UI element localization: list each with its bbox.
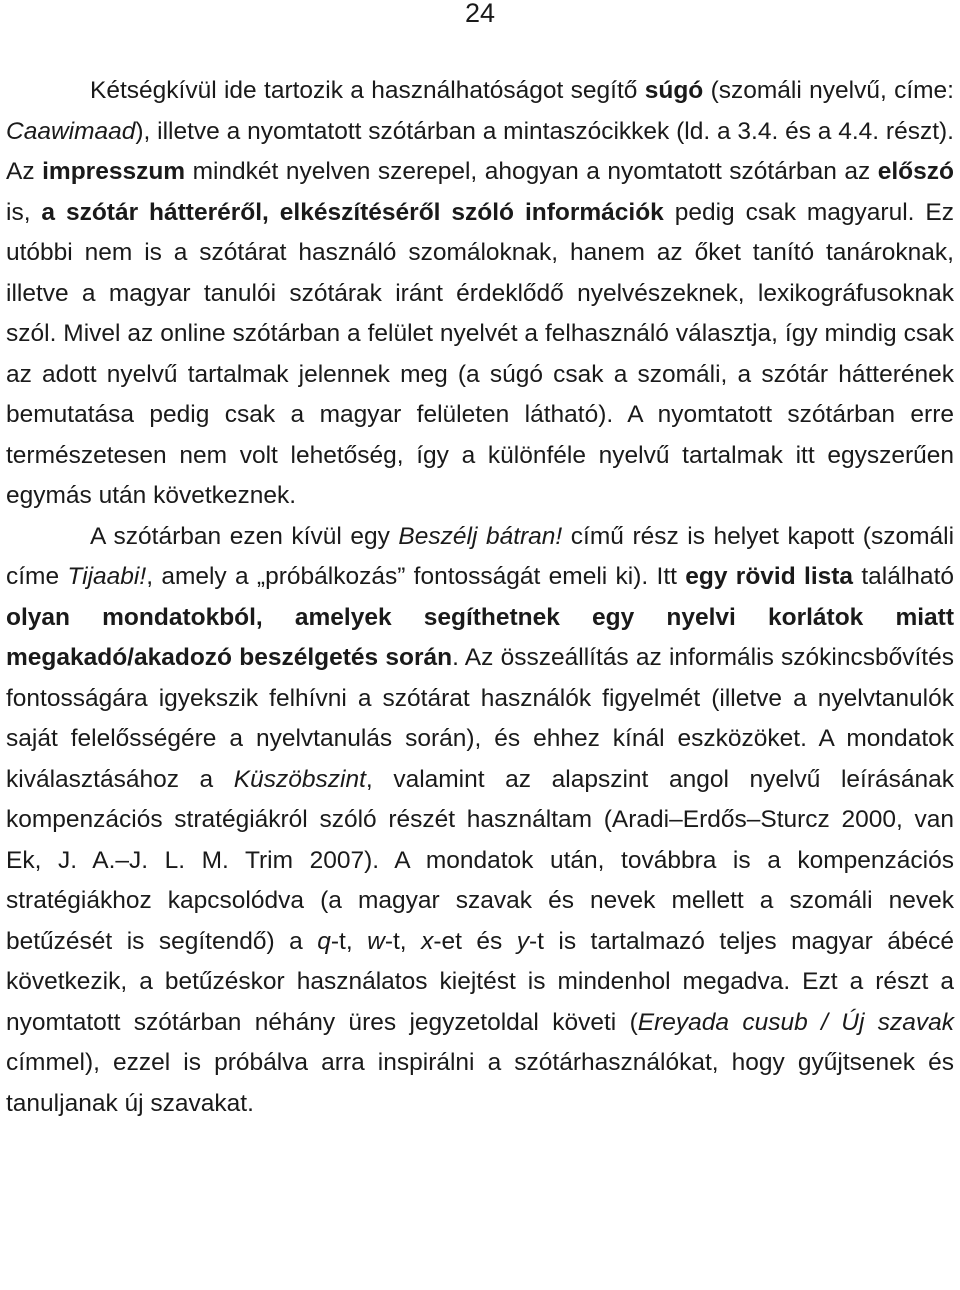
text-run: A szótárban ezen kívül egy xyxy=(90,522,399,550)
bold-text: impresszum xyxy=(42,158,186,185)
italic-text: Tijaabi! xyxy=(67,563,147,590)
italic-text: y xyxy=(516,927,529,955)
text-run: . Az összeállítás az informális szókincsbővítés fontosságára igyekszik felhívni a szótárat használók figyelmét (illetve a nyelvtanulók saját felelősségére a nyelvtanulás során), és ehhez kínál eszközöket. A mondatok kiválasztásához a xyxy=(6,644,954,793)
bold-text: előszó xyxy=(877,158,954,185)
bold-text: olyan mondatokból, amelyek segíthetnek egy nyelvi korlátok miatt megakadó/akadozó beszélgetés során xyxy=(6,603,954,671)
text-run: , valamint az alapszint angol nyelvű leírásának kompenzációs stratégiákról szóló részét használtam (Aradi–Erdős–Sturcz 2000, van Ek, J. A.–J. L. M. Trim 2007). A mondatok után, továbbra is a kompenzációs stratégiákhoz kapcsolódva (a magyar szavak és nevek mellett a szomáli nevek betűzését is segítendő) a xyxy=(6,765,954,955)
page-number: 24 xyxy=(464,0,496,28)
text-run: is, xyxy=(6,198,42,226)
body-text xyxy=(6,71,954,1124)
text-run: található xyxy=(853,563,954,590)
text-run: mindkét nyelven szerepel, ahogyan a nyomtatott szótárban az xyxy=(185,158,878,185)
text-run: ), illetve a nyomtatott szótárban a mintaszócikkek (ld. a 3.4. és a 4.4. részt). Az xyxy=(6,117,954,185)
text-run: című rész is helyet kapott (szomáli címe xyxy=(6,522,955,590)
text-run: -t, xyxy=(330,927,368,955)
bold-text: egy rövid lista xyxy=(685,563,854,590)
italic-text: Caawimaad xyxy=(6,117,136,145)
italic-text: q xyxy=(317,927,331,955)
text-run: -t is tartalmazó teljes magyar ábécé következik, a betűzéskor használatos kiejtést is mindenhol megadva. Ezt a részt a nyomtatott szótárban néhány üres jegyzetoldal követi ( xyxy=(6,927,954,1036)
text-run: címmel), ezzel is próbálva arra inspirálni a szótárhasználókat, hogy gyűjtsenek és tanuljanak új szavakat. xyxy=(6,1049,954,1117)
text-run: -t, xyxy=(384,927,422,955)
italic-text: Beszélj bátran! xyxy=(398,522,563,550)
text-run: , amely a „próbálkozás” fontosságát emeli ki). Itt xyxy=(146,563,686,590)
italic-text: x xyxy=(421,927,434,955)
italic-text: Küszöbszint xyxy=(233,765,366,793)
text-run: -et és xyxy=(433,927,517,955)
text-run: Kétségkívül ide tartozik a használhatóságot segítő xyxy=(90,77,645,104)
paragraph xyxy=(6,517,954,1125)
bold-text: súgó xyxy=(644,77,704,104)
text-run: (szomáli nyelvű, címe: xyxy=(703,77,954,104)
paragraph xyxy=(6,71,954,517)
bold-text: a szótár hátteréről, elkészítéséről szóló információk xyxy=(41,198,664,226)
italic-text: Ereyada cusub / Új szavak xyxy=(637,1008,954,1036)
text-run: pedig csak magyarul. Ez utóbbi nem is a szótárat használó szomáloknak, hanem az őket tanító tanároknak, illetve a magyar tanulói szótárak iránt érdeklődő nyelvészeknek, lexikográfusoknak szól. Mivel az online szótárban a felület nyelvét a felhasználó választja, így mindig csak az adott nyelvű tartalmak jelennek meg (a súgó csak a szomáli, a szótár hátterének bemutatása pedig csak a magyar felületen látható). A nyomtatott szótárban erre természetesen nem volt lehetőség, így a különféle nyelvű tartalmak itt egyszerűen egymás után következnek. xyxy=(6,198,954,509)
italic-text: w xyxy=(367,927,385,955)
